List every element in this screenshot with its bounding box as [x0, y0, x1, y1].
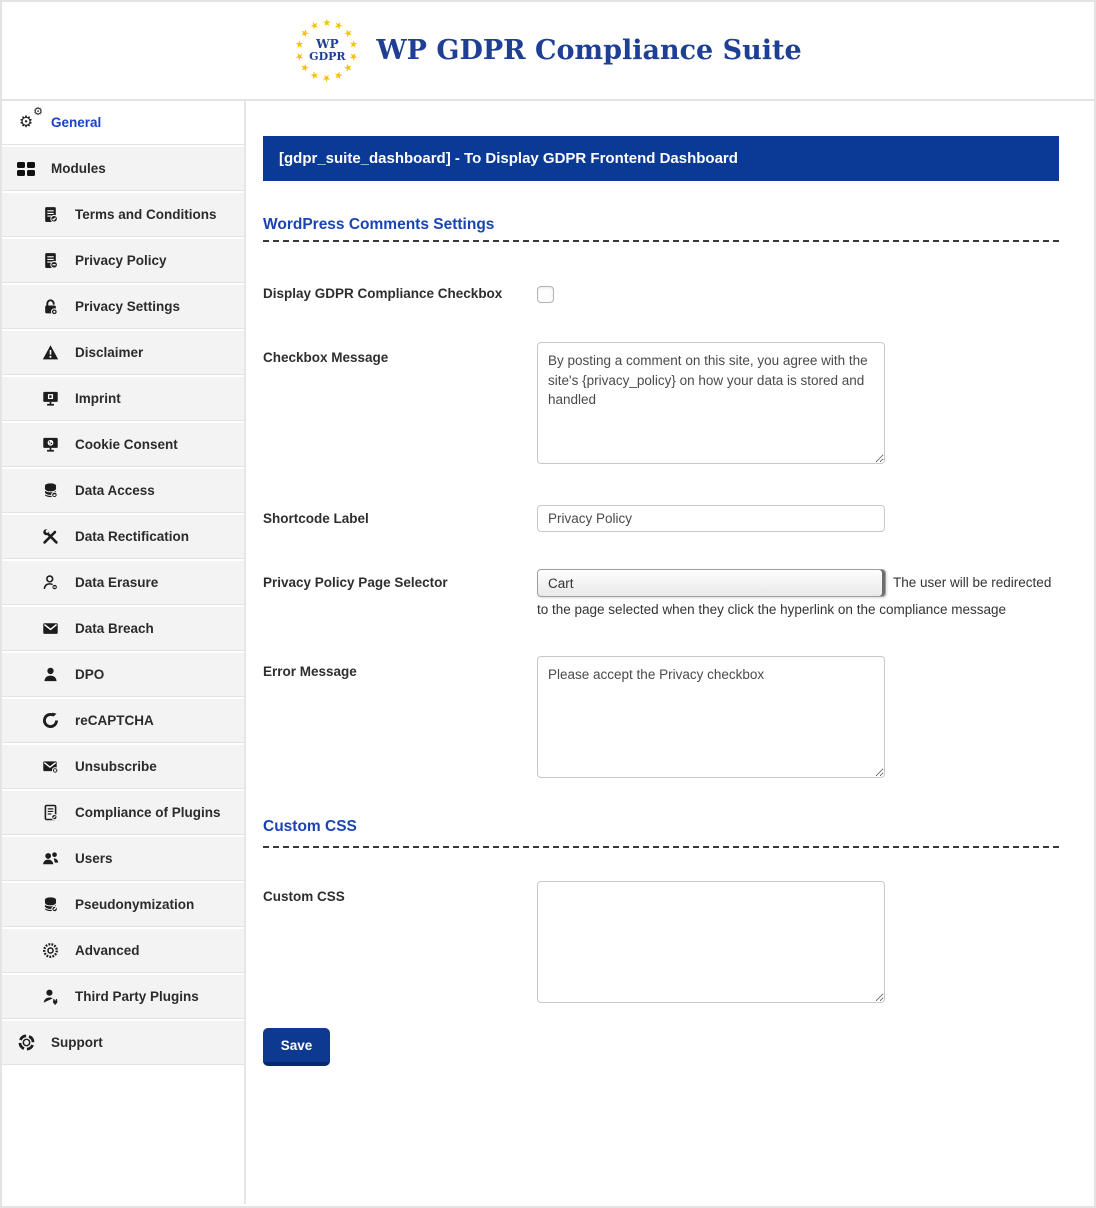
- sidebar-item-terms-and-conditions[interactable]: Terms and Conditions: [2, 193, 244, 237]
- monitor-icon: [40, 390, 60, 408]
- error-message-row: [263, 656, 1059, 783]
- sidebar-item-privacy-policy[interactable]: Privacy Policy: [2, 239, 244, 283]
- sidebar-item-general[interactable]: ⚙ ⚙ General: [2, 101, 244, 145]
- sidebar-item-data-breach[interactable]: Data Breach: [2, 607, 244, 651]
- lifering-icon: [16, 1034, 36, 1052]
- display-checkbox-label: Display GDPR Compliance Checkbox: [263, 286, 503, 301]
- custom-css-section-title: Custom CSS: [263, 818, 1059, 848]
- sidebar-item-data-access[interactable]: Data Access: [2, 469, 244, 513]
- header: [2, 2, 1094, 101]
- error-message-textarea[interactable]: [537, 656, 885, 778]
- user-icon: [40, 666, 60, 684]
- sidebar-item-data-rectification[interactable]: Data Rectification: [2, 515, 244, 559]
- user-minus-icon: [40, 574, 60, 592]
- database-lock-icon: [40, 482, 60, 500]
- sidebar-item-recaptcha[interactable]: reCAPTCHA: [2, 699, 244, 743]
- user-plug-icon: [40, 988, 60, 1006]
- checkbox-message-textarea[interactable]: [537, 342, 885, 464]
- page-selector-row: [263, 569, 1059, 623]
- sidebar-item-imprint[interactable]: Imprint: [2, 377, 244, 421]
- sidebar-item-third-party-plugins[interactable]: Third Party Plugins: [2, 975, 244, 1019]
- users-icon: [40, 850, 60, 868]
- envelope-x-icon: [40, 758, 60, 776]
- clipboard-icon: [40, 804, 60, 822]
- checkbox-message-label: Checkbox Message: [263, 350, 389, 365]
- sidebar-item-data-erasure[interactable]: Data Erasure: [2, 561, 244, 605]
- shortcode-banner: [gdpr_suite_dashboard] - To Display GDPR Frontend Dashboard: [263, 136, 1059, 181]
- shortcode-label-input[interactable]: [537, 505, 885, 532]
- gear-outline-icon: [40, 942, 60, 960]
- custom-css-label: Custom CSS: [263, 889, 345, 904]
- privacy-page-select[interactable]: [537, 569, 886, 597]
- page-selector-label: Privacy Policy Page Selector: [263, 575, 448, 590]
- sidebar-item-users[interactable]: Users: [2, 837, 244, 881]
- sidebar-item-disclaimer[interactable]: Disclaimer: [2, 331, 244, 375]
- page-selector-help: The user will be redirected to the page selected when they click the hyperlink on the compliance message: [537, 574, 1052, 617]
- lock-icon: [40, 298, 60, 316]
- comments-section-title: WordPress Comments Settings: [263, 216, 1059, 242]
- gears-icon: ⚙ ⚙: [18, 105, 43, 131]
- shortcode-label-label: Shortcode Label: [263, 511, 369, 526]
- display-checkbox-row: [263, 286, 1059, 308]
- sidebar-item-pseudonymization[interactable]: Pseudonymization: [2, 883, 244, 927]
- sidebar-item-support[interactable]: Support: [2, 1021, 244, 1065]
- tools-icon: [40, 528, 60, 546]
- page-title: WP GDPR Compliance Suite: [376, 35, 802, 66]
- sidebar-item-unsubscribe[interactable]: Unsubscribe: [2, 745, 244, 789]
- plugin-logo: ★ ★ ★ ★ ★ ★ ★ ★ ★ ★ ★ ★ ★ ★ WP GDPR: [294, 17, 360, 83]
- document-check-icon: [40, 206, 60, 224]
- save-button[interactable]: Save: [263, 1028, 330, 1066]
- sidebar-item-cookie-consent[interactable]: Cookie Consent: [2, 423, 244, 467]
- envelope-icon: [40, 620, 60, 638]
- sidebar-item-compliance-of-plugins[interactable]: Compliance of Plugins: [2, 791, 244, 835]
- database-pencil-icon: [40, 896, 60, 914]
- custom-css-row: [263, 881, 1059, 1008]
- custom-css-textarea[interactable]: [537, 881, 885, 1003]
- warning-icon: [40, 344, 60, 362]
- sidebar-item-dpo[interactable]: DPO: [2, 653, 244, 697]
- recaptcha-icon: [40, 712, 60, 730]
- modules-grid-icon: [16, 160, 36, 178]
- shortcode-label-row: [263, 505, 1059, 532]
- monitor-cookie-icon: [40, 436, 60, 454]
- document-minus-icon: [40, 252, 60, 270]
- sidebar-item-privacy-settings[interactable]: Privacy Settings: [2, 285, 244, 329]
- sidebar-item-advanced[interactable]: Advanced: [2, 929, 244, 973]
- sidebar-item-modules[interactable]: Modules: [2, 147, 244, 191]
- logo-text: WP GDPR: [309, 37, 346, 64]
- main-content: [246, 101, 1094, 1204]
- error-message-label: Error Message: [263, 664, 357, 679]
- sidebar: [2, 101, 246, 1204]
- checkbox-message-row: [263, 342, 1059, 469]
- gdpr-compliance-checkbox[interactable]: [537, 286, 554, 303]
